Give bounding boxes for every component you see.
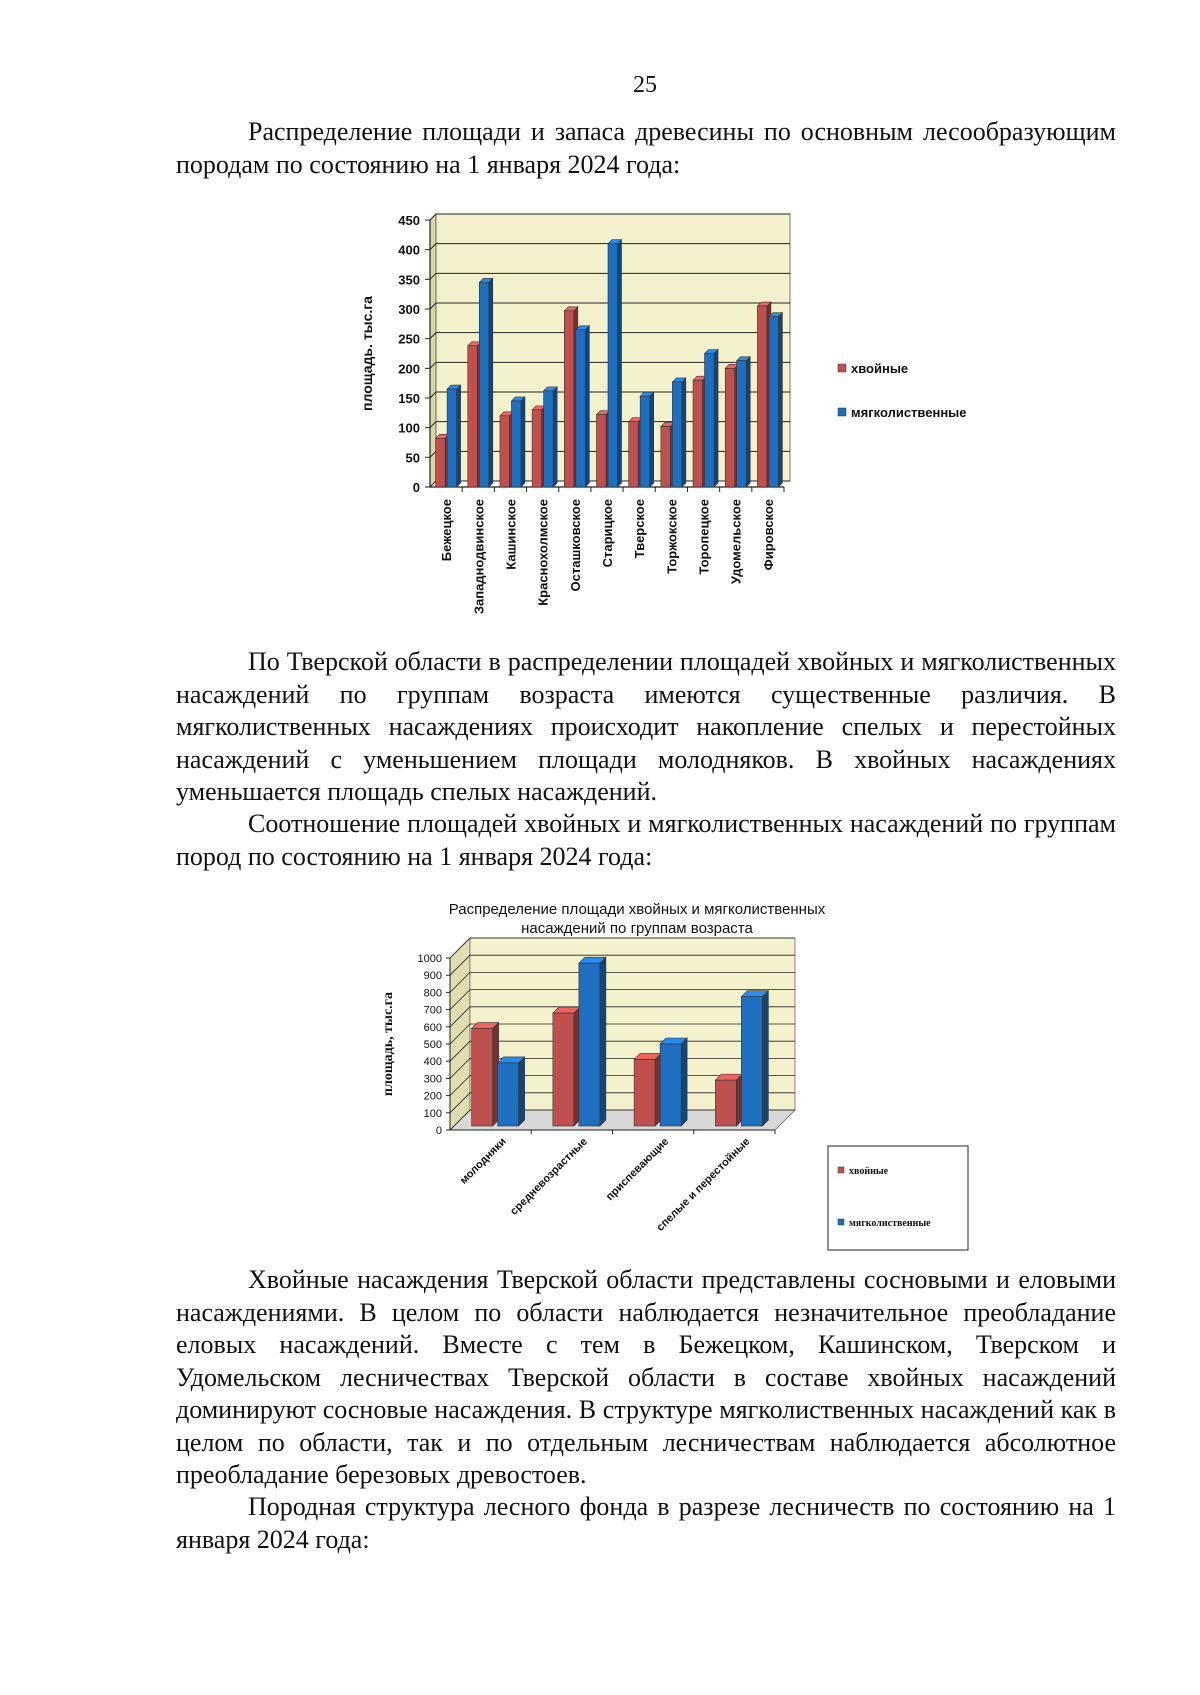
y-tick-label: 450	[398, 213, 420, 228]
bar-front	[468, 346, 478, 487]
bar-side	[519, 1057, 525, 1126]
legend-label: хвойные	[849, 1166, 889, 1177]
bar-deciduous	[769, 313, 783, 487]
x-tick-label: Старицкое	[600, 499, 615, 568]
y-tick-label: 600	[423, 1021, 442, 1034]
bar-deciduous	[705, 350, 719, 488]
legend-swatch	[838, 1167, 844, 1173]
bar-front	[705, 354, 715, 488]
bar-front	[597, 415, 607, 487]
bar-front	[511, 401, 521, 487]
y-tick-label: 250	[398, 331, 420, 347]
y-tick-label: 150	[398, 391, 420, 406]
bar-front	[741, 997, 762, 1126]
bar-deciduous	[741, 991, 768, 1126]
bar-front	[661, 426, 671, 487]
plot-wall-left	[430, 214, 436, 487]
x-tick-label: Торопецкое	[696, 499, 712, 575]
y-tick-label: 0	[412, 480, 420, 495]
bar-deciduous	[447, 385, 461, 487]
bar-conifer	[472, 1023, 499, 1126]
bar-deciduous	[737, 357, 751, 487]
bar-front	[660, 1044, 681, 1126]
paragraph-text: По Тверской области в распределении площадей хвойных и мягколиственных насаждений по группам возраста имеются существенные различия. В мягколиственных насаждениях происходит накопление спелых и перестойных насаждений с уменьшением площади молодняков. В хвойных насаждениях уменьшается площадь спелых насаждений.	[176, 647, 1116, 806]
y-tick-label: 1000	[417, 953, 442, 965]
bar-front	[500, 416, 510, 487]
bar-conifer	[715, 1074, 742, 1126]
legend-label: хвойные	[851, 361, 909, 376]
legend-label: мягколиственные	[851, 405, 967, 420]
x-tick-label: Фировское	[760, 499, 776, 571]
bar-front	[576, 330, 586, 487]
bar-side	[521, 397, 525, 487]
paragraph-age-groups	[176, 646, 1116, 809]
bar-front	[447, 389, 457, 487]
bar-side	[681, 1038, 687, 1126]
paragraph-text: Соотношение площадей хвойных и мягколиственных насаждений по группам пород по состоянию на 1 января 2024 года:	[176, 809, 1116, 871]
bar-front	[640, 396, 650, 487]
x-tick-label: Краснохолмское	[535, 499, 551, 606]
paragraph-intro-next	[176, 1491, 1116, 1556]
y-tick-label: 200	[398, 361, 420, 377]
bar-front	[553, 1013, 574, 1126]
y-axis-label: площадь. тыс.га	[359, 296, 375, 411]
bar-front	[544, 391, 554, 487]
bar-front	[737, 361, 747, 487]
bar-conifer	[634, 1053, 661, 1126]
bar-deciduous	[660, 1038, 687, 1126]
x-tick-label: Кашинское	[503, 499, 519, 570]
x-tick-label: Торжокское	[664, 499, 680, 574]
legend-swatch	[838, 364, 846, 372]
bar-side	[457, 385, 461, 487]
bar-front	[769, 317, 779, 487]
bar-deciduous	[498, 1057, 525, 1126]
y-tick-label: 100	[398, 420, 420, 436]
chart-age-groups	[0, 892, 1200, 1252]
bar-front	[693, 380, 703, 487]
bar-front	[472, 1029, 493, 1126]
x-tick-label: Западнодвинское	[471, 498, 487, 615]
x-tick-label: молодняки	[457, 1135, 509, 1187]
y-tick-label: 500	[423, 1039, 442, 1051]
bar-front	[608, 244, 618, 487]
y-tick-label: 200	[423, 1090, 442, 1103]
y-tick-label: 900	[423, 970, 442, 983]
x-tick-label: Удомельское	[728, 499, 744, 585]
paragraph-text: Распределение площади и запаса древесины по основным лесообразующим породам по состоянию на 1 января 2024 года:	[176, 117, 1116, 179]
chart-title: Распределение площади хвойных и мягколиственных	[448, 901, 826, 918]
page-number: 25	[633, 72, 657, 98]
y-tick-label: 700	[423, 1004, 442, 1017]
x-tick-label: спелые и перестойные	[654, 1135, 753, 1234]
legend-swatch	[838, 1219, 844, 1225]
paragraph-text: Хвойные насаждения Тверской области представлены сосновыми и еловыми насаждениями. В целом по области наблюдается незначительное преобладание еловых насаждений. Вместе с тем в Бежецком, Кашинском, Тверском и Удомельском лесничествах Тверской области в составе хвойных насаждений доминируют сосновые насаждения. В структуре мягколиственных насаждений как в целом по области, так и по отдельным лесничествам наблюдается абсолютное преобладание березовых древостоев.	[176, 1265, 1116, 1489]
bar-side	[714, 350, 718, 488]
bar-conifer	[553, 1007, 580, 1126]
bar-deciduous	[640, 392, 654, 487]
bar-side	[600, 957, 606, 1126]
bar-deciduous	[608, 240, 622, 487]
x-tick-label: Тверское	[632, 499, 648, 559]
chart-title: насаждений по группам возраста	[521, 920, 753, 937]
y-tick-label: 400	[423, 1056, 442, 1069]
bar-side	[489, 278, 493, 487]
bar-side	[762, 991, 768, 1126]
bar-side	[682, 378, 686, 487]
chart-species-area	[0, 200, 1200, 620]
bar-front	[634, 1059, 655, 1126]
y-tick-label: 100	[423, 1107, 442, 1120]
bar-side	[585, 326, 589, 487]
legend-label: мягколиственные	[849, 1218, 931, 1229]
bar-front	[725, 368, 735, 487]
paragraph-intro-chart2	[176, 808, 1116, 873]
paragraph-conifers	[176, 1264, 1116, 1492]
bar-front	[757, 306, 767, 487]
y-tick-label: 300	[398, 302, 420, 317]
x-tick-label: средневозрастные	[508, 1135, 590, 1218]
y-tick-label: 50	[405, 450, 420, 466]
bar-deciduous	[576, 326, 590, 487]
x-tick-label: приспевающие	[603, 1135, 672, 1204]
y-axis-label: площадь, тыс.га	[381, 991, 396, 1097]
bar-front	[498, 1063, 519, 1126]
bar-front	[532, 410, 542, 487]
x-tick-label: Бежецкое	[439, 499, 455, 562]
bar-side	[553, 387, 557, 487]
y-tick-label: 400	[398, 242, 420, 258]
bar-front	[629, 422, 639, 487]
bar-front	[564, 311, 574, 487]
legend-swatch	[838, 408, 846, 416]
bar-front	[672, 382, 682, 487]
bar-front	[436, 438, 446, 487]
bar-front	[579, 963, 600, 1126]
bar-deciduous	[579, 957, 606, 1126]
y-tick-label: 350	[398, 272, 420, 288]
y-tick-label: 800	[423, 987, 442, 1000]
y-tick-label: 0	[435, 1125, 442, 1137]
bar-deciduous	[479, 278, 493, 487]
paragraph-intro-chart1	[176, 116, 1116, 181]
y-tick-label: 300	[423, 1073, 442, 1086]
bar-side	[778, 313, 782, 487]
bar-side	[618, 240, 622, 487]
legend-box	[828, 1146, 968, 1250]
bar-deciduous	[511, 397, 524, 487]
bar-side	[746, 357, 750, 487]
bar-deciduous	[544, 387, 558, 487]
bar-front	[479, 282, 489, 487]
bar-deciduous	[672, 378, 686, 487]
paragraph-text: Породная структура лесного фонда в разрезе лесничеств по состоянию на 1 января 2024 года:	[176, 1492, 1116, 1554]
bar-front	[715, 1080, 736, 1126]
bar-side	[650, 392, 654, 487]
x-tick-label: Осташковское	[567, 499, 583, 592]
